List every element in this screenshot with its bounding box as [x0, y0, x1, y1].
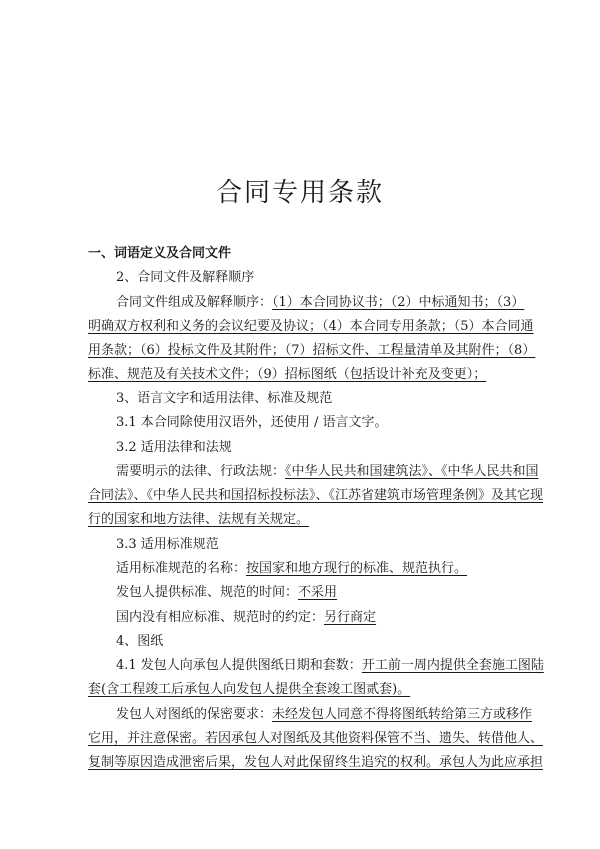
- s4-1-value: 开工前一周内提供全套施工图陆: [361, 658, 544, 673]
- s2-line-1-label: 合同文件组成及解释顺序：: [116, 295, 273, 310]
- s3-3-time-value: 不采用: [298, 585, 338, 600]
- s4-1-line-1: [116, 658, 544, 674]
- s3-2-line-1-value: 《中华人民共和国建筑法》、《中华人民共和国: [285, 464, 539, 479]
- s4-conf-line-3: 复制等原因造成泄密后果，发包人对此保留终生追究的权利。承包人为此应承担: [88, 755, 544, 770]
- s4-1-line-2-value: 套(含工程竣工后承包人向发包人提供全套竣工图贰套)。: [88, 682, 411, 697]
- s2-line-1-value: （1）本合同协议书；（2）中标通知书；（3）: [272, 295, 525, 310]
- s3-2-line-3-value: 行的国家和地方法律、法规有关规定。: [88, 512, 310, 527]
- section-4-heading: 4、图纸: [116, 634, 164, 649]
- s3-3-time-row: [116, 585, 516, 601]
- s4-conf-value: 未经发包人同意不得将图纸转给第三方或移作: [272, 707, 533, 722]
- s3-2-line-1-label: 需要明示的法律、行政法规：: [116, 464, 286, 479]
- s2-line-1: [116, 295, 525, 311]
- s3-2-line-3: [88, 512, 516, 528]
- s2-line-3: 用条款；（6）投标文件及其附件；（7）招标文件、工程量清单及其附件；（8）: [88, 343, 536, 358]
- section-3-heading: 3、语言文字和适用法律、标准及规范: [116, 391, 333, 406]
- s2-line-4-value: 标准、规范及有关技术文件；（9）招标图纸（包括设计补充及变更）；: [88, 367, 487, 382]
- s4-conf-line-2: 它用，并注意保密。若因承包人对图纸及其他资料保管不当、遗失、转借他人、: [88, 731, 544, 746]
- section-2-heading: 2、合同文件及解释顺序: [116, 270, 255, 285]
- s4-1-line-2: [88, 682, 516, 698]
- s4-conf-line-1: [116, 707, 533, 723]
- page-title: 合同专用条款: [215, 178, 384, 208]
- section-1-heading: 一、词语定义及合同文件: [88, 246, 232, 261]
- s4-conf-label: 发包人对图纸的保密要求：: [116, 707, 273, 722]
- s3-2-line-2: 合同法》、《中华人民共和国招标投标法》、《江苏省建筑市场管理条例》及其它现: [88, 488, 544, 503]
- s4-1-label: 4.1 发包人向承包人提供图纸日期和套数：: [116, 658, 362, 673]
- s3-2-heading: 3.2 适用法律和法规: [116, 440, 232, 455]
- s3-3-none-row: [116, 610, 516, 626]
- s3-3-heading: 3.3 适用标准规范: [116, 537, 219, 552]
- s3-1-text: 3.1 本合同除使用汉语外，还使用 / 语言文字。: [116, 415, 388, 430]
- s3-3-name-value: 按国家和地方现行的标准、规范执行。: [246, 561, 468, 576]
- s2-line-4: [88, 367, 516, 383]
- s3-3-none-value: 另行商定: [324, 610, 377, 625]
- s2-line-2: 明确双方权利和义务的会议纪要及协议；（4）本合同专用条款；（5）本合同通: [88, 319, 534, 334]
- s3-3-name-row: [116, 561, 516, 577]
- s3-3-none-label: 国内没有相应标准、规范时的约定：: [116, 610, 325, 625]
- s3-3-time-label: 发包人提供标准、规范的时间：: [116, 585, 299, 600]
- s3-2-line-1: [116, 464, 539, 480]
- s3-3-name-label: 适用标准规范的名称：: [116, 561, 247, 576]
